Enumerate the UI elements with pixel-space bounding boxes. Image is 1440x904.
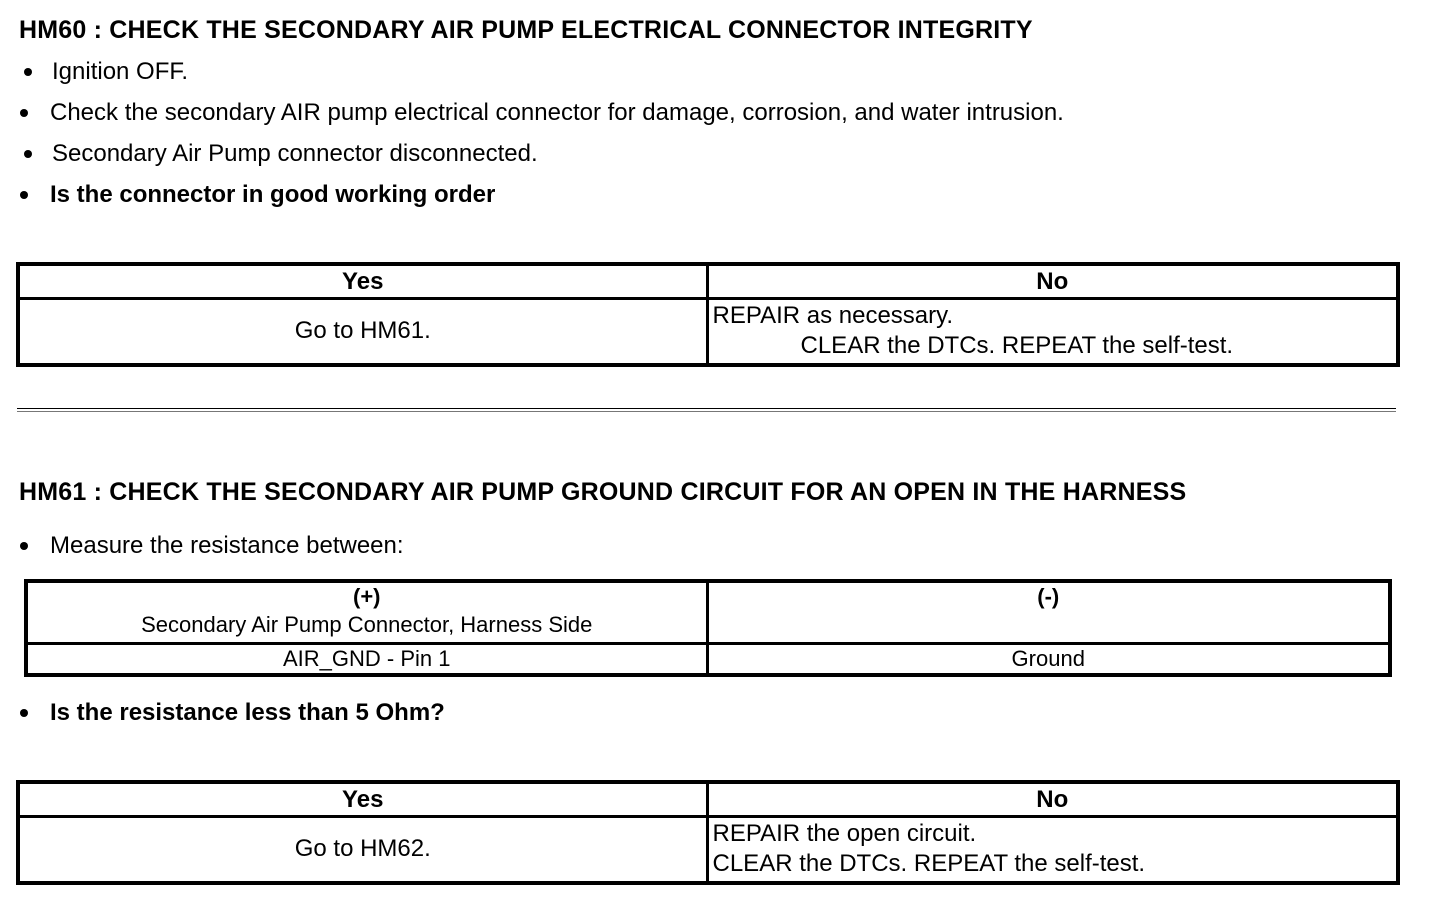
bullet-icon <box>20 709 28 717</box>
hm60-heading: HM60 : CHECK THE SECONDARY AIR PUMP ELECTRICAL CONNECTOR INTEGRITY <box>19 16 1033 44</box>
bullet-item <box>24 58 188 86</box>
no-action-line2: CLEAR the DTCs. REPEAT the self-test. <box>800 332 1234 360</box>
no-action <box>707 299 1398 365</box>
plus-value: AIR_GND - Pin 1 <box>26 643 707 675</box>
no-action-line2: CLEAR the DTCs. REPEAT the self-test. <box>712 850 1146 878</box>
bullet-icon <box>20 191 28 199</box>
hm61-heading: HM61 : CHECK THE SECONDARY AIR PUMP GROUND CIRCUIT FOR AN OPEN IN THE HARNESS <box>19 478 1187 506</box>
bullet-text: Check the secondary AIR pump electrical connector for damage, corrosion, and water intrusion. <box>50 99 1064 126</box>
minus-value: Ground <box>707 643 1390 675</box>
bullet-icon <box>20 109 28 117</box>
bullet-text: Ignition OFF. <box>52 58 189 85</box>
no-action <box>707 817 1398 883</box>
bullet-icon <box>20 542 28 550</box>
bullet-item <box>20 99 1064 127</box>
yes-header: Yes <box>18 782 707 817</box>
measurement-table <box>24 579 1392 677</box>
bullet-text: Is the resistance less than 5 Ohm? <box>50 699 445 726</box>
plus-header: (+) <box>353 584 381 609</box>
section-divider-shadow <box>17 411 1396 412</box>
no-header: No <box>707 782 1398 817</box>
bullet-question <box>20 181 495 209</box>
no-action-line1: REPAIR the open circuit. <box>712 820 977 848</box>
bullet-text: Secondary Air Pump connector disconnected. <box>52 140 538 167</box>
hm61-result-table <box>16 780 1400 885</box>
plus-header-cell <box>26 581 707 643</box>
bullet-text: Is the connector in good working order <box>50 181 496 208</box>
yes-action: Go to HM61. <box>18 299 707 365</box>
bullet-icon <box>24 150 32 158</box>
bullet-item <box>24 140 538 168</box>
section-divider <box>17 408 1396 409</box>
bullet-text: Measure the resistance between: <box>50 532 404 559</box>
bullet-item <box>20 532 404 560</box>
minus-header: (-) <box>707 581 1390 643</box>
plus-subheader: Secondary Air Pump Connector, Harness Side <box>141 612 593 637</box>
no-action-line1: REPAIR as necessary. <box>712 302 954 330</box>
bullet-icon <box>24 68 32 76</box>
no-header: No <box>707 264 1398 299</box>
yes-action: Go to HM62. <box>18 817 707 883</box>
hm60-result-table <box>16 262 1400 367</box>
bullet-question <box>20 699 445 727</box>
yes-header: Yes <box>18 264 707 299</box>
